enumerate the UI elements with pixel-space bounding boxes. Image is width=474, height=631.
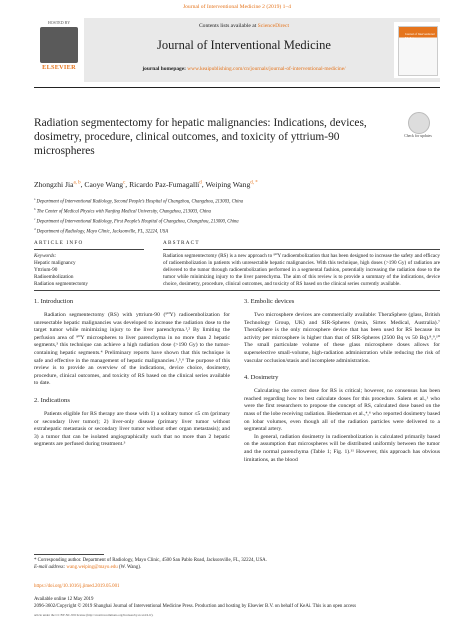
journal-title: Journal of Interventional Medicine [157,38,331,52]
hosted-by-label: HOSTED BY [47,20,71,25]
section-heading: 3. Embolic devices [244,298,295,305]
journal-cover-image [398,26,438,76]
homepage-link[interactable]: www.keaipublishing.com/cn/journals/journal-of-interventional-medicine/ [187,66,346,72]
author-name[interactable]: Zhongzhi Jia [34,180,74,189]
homepage-prefix: journal homepage: [142,66,188,72]
email-suffix: (W. Wang). [117,564,142,570]
journal-banner [34,18,440,82]
contents-prefix: Contents lists available at [198,23,258,29]
license-line[interactable]: article under the CC BY-NC-ND license (http://creativecommons.org/licenses/by-nc-nd/4.0/). [34,613,154,617]
email-line [34,565,440,572]
keyword: Yttrium-90 [34,267,58,273]
affiliations [34,196,434,235]
journal-cover[interactable] [394,22,440,78]
contents-line [94,23,394,29]
keyword: Radioembolization [34,274,74,280]
cover-title: Journal of Interventional Medicine [405,32,435,40]
check-updates-label: Check for updates [404,134,432,138]
right-column [244,298,440,464]
running-header[interactable]: Journal of Interventional Medicine 2 (2019) 1–4 [182,4,292,10]
body-paragraph: Radiation segmentectomy (RS) with yttrium-90 (⁹⁰Y) radioembolization for unresectable hepatic malignancies was developed to increase the radiation dose to the target tumor while minimizing injury to the liver parenchyma.¹,² By limiting the perfusion area of ⁹⁰Y microspheres to liver parenchyma in no more than 2 hepatic segments,³ this technique can achieve a high radiation dose (>190 Gy) to the tumor-containing hepatic segments.⁴ Preliminary reports have shown that this technique is safe and effective in the management of hepatic malignancies.¹,⁵,⁶ The purpose of this review is to provide an overview of the indications, device choice, dosimetry, procedure, clinical outcomes, and toxicity of RS based on the clinical series available to date. [34,312,230,387]
affiliation-text: Department of Interventional Radiology, First People’s Hospital of Changzhou, Changzhou, 213000, China [36,219,239,225]
section-heading: 1. Introduction [34,298,74,305]
check-for-updates-badge[interactable] [398,110,438,150]
affiliation-sup: c [34,216,36,221]
abstract-end-rule [34,290,440,291]
affiliation-item [34,226,434,236]
affiliation-text: Department of Radiology, Mayo Clinic, Jacksonville, FL, 32224, USA [36,229,169,235]
author-list: Zhongzhi Jia$^{a, b}$, Caoye Wang$^c$, Ricardo Paz-Fumagalli$^d$, Weiping Wang$^{d, *}$ [34,180,258,189]
footnote-rule [34,554,104,555]
keywords-label: Keywords: [34,253,57,259]
corresponding-author: * Corresponding author. Department of Radiology, Mayo Clinic, 4500 San Pablo Road, Jacksonville, FL, 32224, USA. [34,558,267,563]
body-paragraph: In general, radiation dosimetry in radioembolization is calculated primarily based on the assumption that microspheres will be distributed uniformly between the tumor and the normal parenchyma (Table 1; Fig. 1).¹¹ However, this approach has obvious limitations, as the blood [244,433,440,463]
body-paragraph: Patients eligible for RS therapy are those with 1) a solitary tumor ≤5 cm (primary or secondary liver tumor); 2) liver-only disease (primary liver tumor without extrahepatic metastasis or secondary liver tumor without other organ metastasis); and 3) a tumor that can be isolated angiographically such that no more than 2 hepatic segments are perfused during treatment.³ [34,410,230,448]
banner-rule [34,87,440,88]
doi-link[interactable]: https://doi.org/10.1016/j.jimed.2019.05.001 [34,584,120,589]
article-title: Radiation segmentectomy for hepatic malignancies: Indications, devices, dosimetry, procedure, clinical outcomes, and toxicity of yttrium-90 microspheres [34,117,367,157]
abstract-heading: ABSTRACT [163,240,200,246]
footnote [34,558,440,572]
author-name[interactable]: Caoye Wang [84,180,124,189]
email-label: E-mail address: [34,564,67,570]
body-paragraph: Two microsphere devices are commercially available: TheraSphere (glass, British Technology Group, UK) and SIR-Spheres (resin, Sirtex Medical, Australia).⁷ TheraSphere is the only microsphere device that has been used for RS because its activity per microsphere is higher than that of SIR-Spheres (2500 Bq vs 50 Bq).⁸,⁹,¹⁰ The small particulate volume of these glass microsphere doses allows for superselective small-volume, high-radiation administration while reducing the risk of vascular occlusion/stasis and incomplete administration. [244,312,440,364]
author-sup[interactable]: c [123,180,126,186]
article-info-heading: ARTICLE INFO [34,240,84,246]
affiliation-sup: b [34,206,36,211]
affiliation-sup: d [34,226,36,231]
elsevier-logo[interactable] [34,18,84,82]
check-updates-icon [408,112,430,134]
section-heading: 4. Dosimetry [244,374,279,382]
journal-homepage [94,66,394,72]
email-link[interactable]: wang.weiping@mayo.edu [66,564,118,570]
keyword: Radiation segmentectomy [34,281,89,287]
keyword: Hepatic malignancy [34,260,76,266]
sciencedirect-link[interactable]: ScienceDirect [257,23,290,29]
keywords-block [34,253,144,288]
affiliation-item [34,196,434,206]
abstract-text: Radiation segmentectomy (RS) is a new approach to ⁹⁰Y radioembolization that has been designed to increase the safety and efficacy of radioembolization in patients with unresectable hepatic malignancies. With this technique, high doses (>190 Gy) of radiation are delivered to the tumor through radioembolization performed in a segmental fashion, potentially increasing the radiation dose to the tumor while minimizing injury to the liver parenchyma. The aim of this review is to provide a summary of the indications, device choice, dosimetry, procedure, clinical outcomes, and toxicity of RS based on the clinical series currently available. [163,253,440,287]
elsevier-tree-icon [40,27,78,63]
affiliation-text: The Center of Medical Physics with Nanjing Medical University, Changzhou, 213003, China [36,209,211,215]
copyright-line: 2096-3602/Copyright © 2019 Shanghai Journal of Interventional Medicine Press. Production and hosting by Elsevier B.V. on behalf of KeAi. This is an open access [34,604,357,609]
available-online: Available online 12 May 2019 [34,597,94,602]
affiliation-sup: a [34,197,36,201]
left-column [34,298,230,449]
author-sup[interactable]: a, b [73,180,81,186]
info-rule [34,249,144,250]
affiliation-text: Department of Interventional Radiology, Second People’s Hospital of Changzhou, Changzhou, 213003, China [36,199,244,205]
author-sup[interactable]: d, * [250,180,258,186]
affiliation-item [34,216,434,226]
author-name[interactable]: Weiping Wang [205,180,251,189]
author-name[interactable]: Ricardo Paz-Fumagalli [129,180,200,189]
author-sup[interactable]: d [199,180,202,186]
body-paragraph: Calculating the correct dose for RS is critical; however, no consensus has been reached regarding how to best calculate doses for this procedure. Salem et al.,¹ who were the first researchers to propose the concept of RS, calculated dose based on the mass of the lobe receiving radiation. Biederman et al.,⁴,⁶ who reported dosimetry based on lobar volumes, even though all of the radiation particles were delivered to a segmental artery. [244,388,440,433]
publisher-name: ELSEVIER [42,64,76,71]
affiliation-item [34,206,434,216]
section-heading: 2. Indications [34,396,70,404]
abstract-rule [163,249,440,250]
